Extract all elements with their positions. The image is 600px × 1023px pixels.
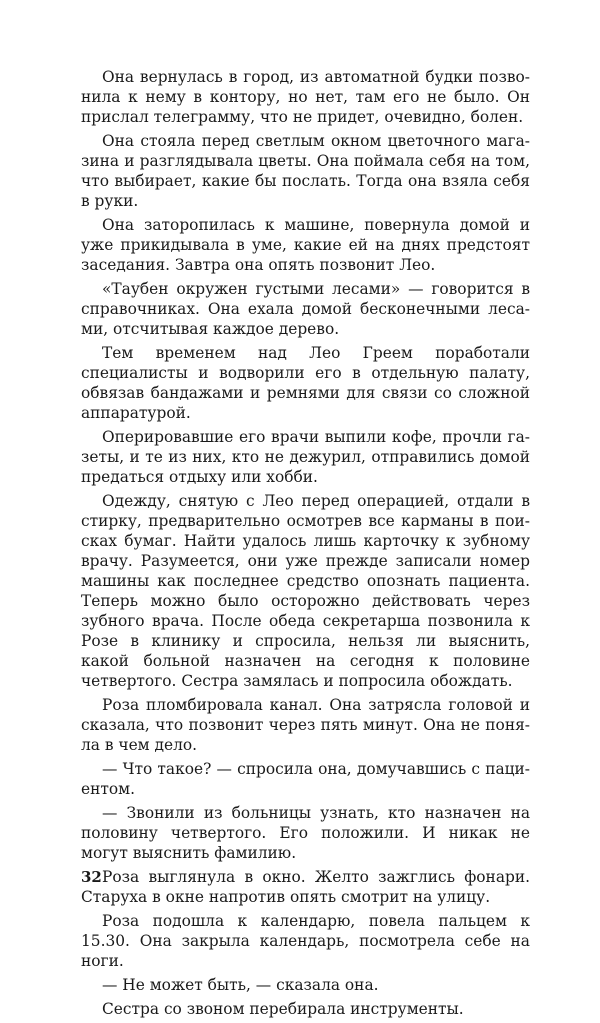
paragraph: Роза пломбировала канал. Она затрясла головой и сказала, что позвонит через пять минут. Она не поняла в чем дело. [81,696,530,754]
paragraph: Роза выглянула в окно. Желто зажглись фонари. Старуха в окне напротив опять смотрит на улицу. [81,868,530,906]
paragraph: «Таубен окружен густыми лесами» — говорится в справочниках. Она ехала домой бесконечными лесами, отсчитывая каждое дерево. [81,280,530,338]
paragraph: Одежду, снятую с Лео перед операцией, отдали в стирку, предварительно осмотрев все карманы в поисках бумаг. Найти удалось лишь карточку к зубному врачу. Разумеется, они уже прежде записали номер машины как последнее средство опознать пациента. Теперь можно было осторожно действовать через зубного врача. После обеда секретарша позвонила к Розе в клинику и спросила, нельзя ли выяснить, какой больной назначен на сегодня к половине четвертого. Сестра замялась и попросила обождать. [81,492,530,690]
dialogue-line: — Что такое? — спросила она, домучавшись с пациентом. [81,760,530,798]
paragraph: Она заторопилась к машине, повернула домой и уже прикидывала в уме, какие ей на днях предстоят заседания. Завтра она опять позвонит Лео. [81,216,530,274]
dialogue-line: — Не может быть, — сказала она. [102,976,379,994]
paragraph: Она вернулась в город, из автоматной будки позвонила к нему в контору, но нет, там его не было. Он прислал телеграмму, что не придет, очевидно, болен. [81,68,530,126]
paragraph: Она стояла перед светлым окном цветочного магазина и разглядывала цветы. Она поймала себя на том, что выбирает, какие бы послать. Тогда она взяла себя в руки. [81,132,530,210]
paragraph: Оперировавшие его врачи выпили кофе, прочли газеты, и те из них, кто не дежурил, отправились домой предаться отдыху или хобби. [81,428,530,486]
body-text [81,67,530,1023]
dialogue-line: — Звонили из больницы узнать, кто назначен на половину четвертого. Его положили. И никак не могут выяснить фамилию. [81,804,530,862]
page-number: 32 [81,868,102,886]
paragraph: Сестра со звоном перебирала инструменты. [102,1000,464,1018]
paragraph: Тем временем над Лео Греем поработали специалисты и водворили его в отдельную палату, обвязав бандажами и ремнями для связи со сложной аппаратурой. [81,344,530,422]
paragraph: Роза подошла к календарю, повела пальцем к 15.30. Она закрыла календарь, посмотрела себе на ноги. [81,912,530,970]
